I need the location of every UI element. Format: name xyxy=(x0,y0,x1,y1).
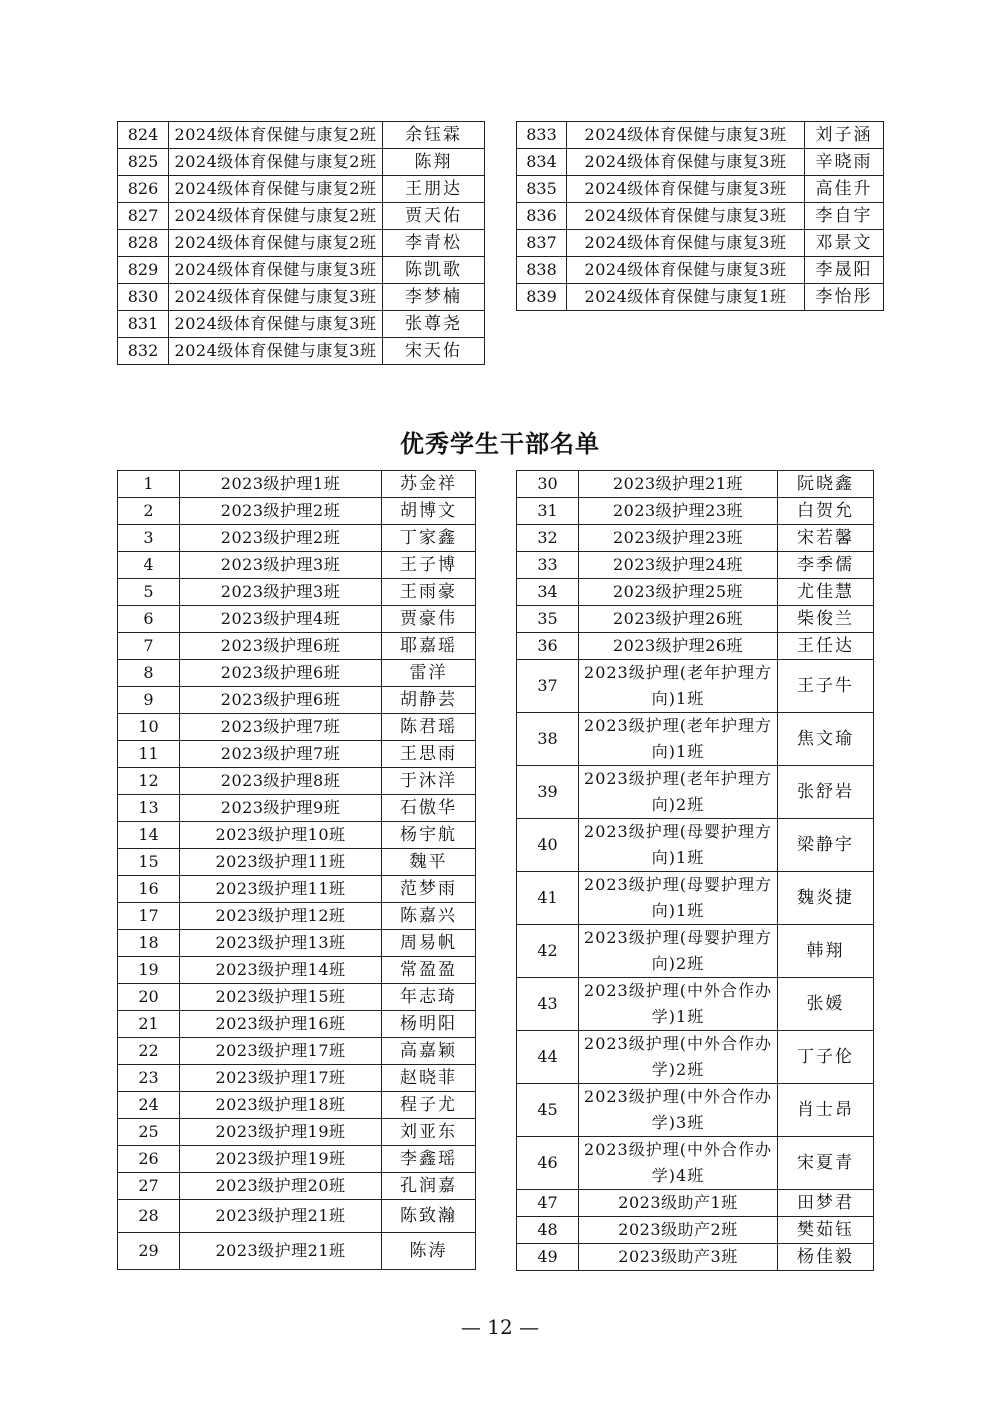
student-name-cell: 李青松 xyxy=(383,230,485,257)
table-row xyxy=(118,230,485,257)
table-row xyxy=(118,1146,476,1173)
cadre-list-right-body xyxy=(517,471,874,1271)
table-row xyxy=(118,176,485,203)
class-cell: 2023级助产3班 xyxy=(579,1244,778,1271)
row-number-cell: 23 xyxy=(118,1065,180,1092)
student-name-cell: 尤佳慧 xyxy=(778,579,874,606)
table-row xyxy=(118,311,485,338)
table-row xyxy=(517,122,884,149)
class-cell: 2023级护理15班 xyxy=(180,984,382,1011)
table-row xyxy=(118,1065,476,1092)
row-number-cell: 44 xyxy=(517,1031,579,1084)
row-number-cell: 827 xyxy=(118,203,169,230)
class-cell: 2023级护理21班 xyxy=(579,471,778,498)
class-cell: 2023级护理13班 xyxy=(180,930,382,957)
class-cell: 2023级护理26班 xyxy=(579,606,778,633)
table-row xyxy=(517,525,874,552)
table-row xyxy=(118,122,485,149)
student-name-cell: 年志琦 xyxy=(382,984,476,1011)
class-cell: 2024级体育保健与康复2班 xyxy=(169,149,383,176)
student-name-cell: 王朋达 xyxy=(383,176,485,203)
row-number-cell: 4 xyxy=(118,552,180,579)
table-row xyxy=(517,230,884,257)
row-number-cell: 824 xyxy=(118,122,169,149)
student-name-cell: 辛晓雨 xyxy=(805,149,884,176)
table-row xyxy=(118,930,476,957)
class-cell: 2023级护理(母婴护理方向)2班 xyxy=(579,925,778,978)
class-cell: 2023级护理9班 xyxy=(180,795,382,822)
class-cell: 2023级护理(中外合作办学)2班 xyxy=(579,1031,778,1084)
student-name-cell: 孔润嘉 xyxy=(382,1173,476,1200)
table-row xyxy=(517,1244,874,1271)
class-cell: 2023级护理7班 xyxy=(180,714,382,741)
student-name-cell: 张媛 xyxy=(778,978,874,1031)
table-row xyxy=(118,1173,476,1200)
table-row xyxy=(118,552,476,579)
student-name-cell: 刘亚东 xyxy=(382,1119,476,1146)
row-number-cell: 13 xyxy=(118,795,180,822)
student-name-cell: 高佳升 xyxy=(805,176,884,203)
row-number-cell: 21 xyxy=(118,1011,180,1038)
row-number-cell: 838 xyxy=(517,257,567,284)
student-name-cell: 张尊尧 xyxy=(383,311,485,338)
student-name-cell: 宋夏青 xyxy=(778,1137,874,1190)
row-number-cell: 24 xyxy=(118,1092,180,1119)
row-number-cell: 3 xyxy=(118,525,180,552)
row-number-cell: 835 xyxy=(517,176,567,203)
student-name-cell: 余钰霖 xyxy=(383,122,485,149)
student-name-cell: 王子博 xyxy=(382,552,476,579)
row-number-cell: 41 xyxy=(517,872,579,925)
class-cell: 2023级护理16班 xyxy=(180,1011,382,1038)
row-number-cell: 20 xyxy=(118,984,180,1011)
student-name-cell: 石傲华 xyxy=(382,795,476,822)
table-row xyxy=(118,203,485,230)
student-name-cell: 邓景文 xyxy=(805,230,884,257)
table-row xyxy=(517,257,884,284)
student-name-cell: 王雨豪 xyxy=(382,579,476,606)
student-name-cell: 柴俊兰 xyxy=(778,606,874,633)
class-cell: 2023级护理10班 xyxy=(180,822,382,849)
table-row xyxy=(517,176,884,203)
class-cell: 2023级护理25班 xyxy=(579,579,778,606)
row-number-cell: 18 xyxy=(118,930,180,957)
row-number-cell: 39 xyxy=(517,766,579,819)
student-name-cell: 丁家鑫 xyxy=(382,525,476,552)
row-number-cell: 37 xyxy=(517,660,579,713)
student-name-cell: 陈致瀚 xyxy=(382,1200,476,1233)
student-name-cell: 周易帆 xyxy=(382,930,476,957)
student-name-cell: 魏炎捷 xyxy=(778,872,874,925)
student-name-cell: 高嘉颖 xyxy=(382,1038,476,1065)
table-row xyxy=(118,957,476,984)
row-number-cell: 35 xyxy=(517,606,579,633)
row-number-cell: 837 xyxy=(517,230,567,257)
class-cell: 2024级体育保健与康复3班 xyxy=(567,257,805,284)
table-row xyxy=(517,203,884,230)
row-number-cell: 829 xyxy=(118,257,169,284)
top-right-table-body xyxy=(517,122,884,311)
class-cell: 2023级护理(母婴护理方向)1班 xyxy=(579,872,778,925)
table-row xyxy=(118,741,476,768)
class-cell: 2023级护理19班 xyxy=(180,1119,382,1146)
class-cell: 2024级体育保健与康复2班 xyxy=(169,122,383,149)
class-cell: 2023级护理(母婴护理方向)1班 xyxy=(579,819,778,872)
table-row xyxy=(517,1217,874,1244)
class-cell: 2024级体育保健与康复3班 xyxy=(567,149,805,176)
table-row xyxy=(118,579,476,606)
class-cell: 2023级护理6班 xyxy=(180,660,382,687)
row-number-cell: 17 xyxy=(118,903,180,930)
table-row xyxy=(517,606,874,633)
row-number-cell: 832 xyxy=(118,338,169,365)
class-cell: 2024级体育保健与康复3班 xyxy=(169,284,383,311)
table-row xyxy=(118,903,476,930)
class-cell: 2024级体育保健与康复2班 xyxy=(169,230,383,257)
row-number-cell: 5 xyxy=(118,579,180,606)
class-cell: 2023级护理(中外合作办学)1班 xyxy=(579,978,778,1031)
top-left-table-body xyxy=(118,122,485,365)
class-cell: 2023级护理(老年护理方向)2班 xyxy=(579,766,778,819)
row-number-cell: 49 xyxy=(517,1244,579,1271)
student-name-cell: 程子尤 xyxy=(382,1092,476,1119)
row-number-cell: 831 xyxy=(118,311,169,338)
table-row xyxy=(517,1137,874,1190)
class-cell: 2023级护理7班 xyxy=(180,741,382,768)
student-name-cell: 丁子伦 xyxy=(778,1031,874,1084)
class-cell: 2024级体育保健与康复3班 xyxy=(567,122,805,149)
table-row xyxy=(517,925,874,978)
table-row xyxy=(118,768,476,795)
class-cell: 2023级护理3班 xyxy=(180,579,382,606)
table-row xyxy=(517,633,874,660)
class-cell: 2023级护理6班 xyxy=(180,687,382,714)
table-row xyxy=(118,1011,476,1038)
table-row xyxy=(118,876,476,903)
top-left-table xyxy=(117,121,485,365)
table-row xyxy=(517,552,874,579)
table-row xyxy=(517,1190,874,1217)
student-name-cell: 李晟阳 xyxy=(805,257,884,284)
row-number-cell: 28 xyxy=(118,1200,180,1233)
row-number-cell: 36 xyxy=(517,633,579,660)
class-cell: 2024级体育保健与康复1班 xyxy=(567,284,805,311)
table-row xyxy=(517,872,874,925)
student-name-cell: 陈翔 xyxy=(383,149,485,176)
table-row xyxy=(118,660,476,687)
table-row xyxy=(517,978,874,1031)
table-row xyxy=(118,525,476,552)
cadre-list-right-table xyxy=(516,470,874,1271)
student-name-cell: 胡博文 xyxy=(382,498,476,525)
class-cell: 2023级护理17班 xyxy=(180,1038,382,1065)
table-row xyxy=(517,1084,874,1137)
row-number-cell: 38 xyxy=(517,713,579,766)
table-row xyxy=(118,606,476,633)
row-number-cell: 47 xyxy=(517,1190,579,1217)
student-name-cell: 田梦君 xyxy=(778,1190,874,1217)
table-row xyxy=(118,795,476,822)
table-row xyxy=(118,633,476,660)
student-name-cell: 白贺允 xyxy=(778,498,874,525)
class-cell: 2023级护理8班 xyxy=(180,768,382,795)
row-number-cell: 6 xyxy=(118,606,180,633)
class-cell: 2023级助产2班 xyxy=(579,1217,778,1244)
cadre-list-left-table xyxy=(117,470,476,1270)
row-number-cell: 828 xyxy=(118,230,169,257)
row-number-cell: 14 xyxy=(118,822,180,849)
student-name-cell: 李自宇 xyxy=(805,203,884,230)
table-row xyxy=(118,1038,476,1065)
class-cell: 2023级护理18班 xyxy=(180,1092,382,1119)
table-row xyxy=(517,149,884,176)
student-name-cell: 贾天佑 xyxy=(383,203,485,230)
row-number-cell: 48 xyxy=(517,1217,579,1244)
row-number-cell: 32 xyxy=(517,525,579,552)
class-cell: 2023级护理24班 xyxy=(579,552,778,579)
row-number-cell: 46 xyxy=(517,1137,579,1190)
row-number-cell: 825 xyxy=(118,149,169,176)
row-number-cell: 833 xyxy=(517,122,567,149)
row-number-cell: 30 xyxy=(517,471,579,498)
student-name-cell: 韩翔 xyxy=(778,925,874,978)
student-name-cell: 胡静芸 xyxy=(382,687,476,714)
student-name-cell: 陈涛 xyxy=(382,1233,476,1270)
class-cell: 2023级护理4班 xyxy=(180,606,382,633)
row-number-cell: 15 xyxy=(118,849,180,876)
class-cell: 2023级护理21班 xyxy=(180,1233,382,1270)
class-cell: 2023级护理20班 xyxy=(180,1173,382,1200)
row-number-cell: 1 xyxy=(118,471,180,498)
class-cell: 2023级护理(中外合作办学)3班 xyxy=(579,1084,778,1137)
class-cell: 2023级助产1班 xyxy=(579,1190,778,1217)
row-number-cell: 40 xyxy=(517,819,579,872)
table-row xyxy=(118,149,485,176)
student-name-cell: 李鑫瑶 xyxy=(382,1146,476,1173)
row-number-cell: 2 xyxy=(118,498,180,525)
cadre-list-left-body xyxy=(118,471,476,1270)
table-row xyxy=(517,498,874,525)
student-name-cell: 王任达 xyxy=(778,633,874,660)
class-cell: 2024级体育保健与康复3班 xyxy=(567,230,805,257)
row-number-cell: 33 xyxy=(517,552,579,579)
student-name-cell: 梁静宇 xyxy=(778,819,874,872)
student-name-cell: 宋天佑 xyxy=(383,338,485,365)
table-row xyxy=(118,1092,476,1119)
top-right-table xyxy=(516,121,884,311)
row-number-cell: 834 xyxy=(517,149,567,176)
class-cell: 2024级体育保健与康复3班 xyxy=(567,203,805,230)
student-name-cell: 李季儒 xyxy=(778,552,874,579)
class-cell: 2023级护理2班 xyxy=(180,525,382,552)
row-number-cell: 19 xyxy=(118,957,180,984)
student-name-cell: 王子牛 xyxy=(778,660,874,713)
row-number-cell: 10 xyxy=(118,714,180,741)
class-cell: 2024级体育保健与康复3班 xyxy=(169,338,383,365)
student-name-cell: 宋若馨 xyxy=(778,525,874,552)
class-cell: 2024级体育保健与康复3班 xyxy=(169,257,383,284)
table-row xyxy=(118,1233,476,1270)
row-number-cell: 27 xyxy=(118,1173,180,1200)
class-cell: 2023级护理2班 xyxy=(180,498,382,525)
class-cell: 2023级护理21班 xyxy=(180,1200,382,1233)
table-row xyxy=(517,1031,874,1084)
table-row xyxy=(118,984,476,1011)
table-row xyxy=(517,660,874,713)
row-number-cell: 29 xyxy=(118,1233,180,1270)
table-row xyxy=(118,714,476,741)
row-number-cell: 31 xyxy=(517,498,579,525)
table-row xyxy=(118,498,476,525)
row-number-cell: 43 xyxy=(517,978,579,1031)
student-name-cell: 于沐洋 xyxy=(382,768,476,795)
class-cell: 2023级护理11班 xyxy=(180,876,382,903)
student-name-cell: 范梦雨 xyxy=(382,876,476,903)
page-number: — 12 — xyxy=(460,1315,540,1339)
row-number-cell: 826 xyxy=(118,176,169,203)
table-row xyxy=(118,471,476,498)
student-name-cell: 魏平 xyxy=(382,849,476,876)
row-number-cell: 9 xyxy=(118,687,180,714)
student-name-cell: 杨宇航 xyxy=(382,822,476,849)
row-number-cell: 22 xyxy=(118,1038,180,1065)
row-number-cell: 8 xyxy=(118,660,180,687)
table-row xyxy=(118,338,485,365)
student-name-cell: 张舒岩 xyxy=(778,766,874,819)
class-cell: 2023级护理(中外合作办学)4班 xyxy=(579,1137,778,1190)
student-name-cell: 陈凯歌 xyxy=(383,257,485,284)
table-row xyxy=(118,1119,476,1146)
student-name-cell: 陈嘉兴 xyxy=(382,903,476,930)
class-cell: 2023级护理(老年护理方向)1班 xyxy=(579,660,778,713)
student-name-cell: 陈君瑶 xyxy=(382,714,476,741)
table-row xyxy=(118,849,476,876)
class-cell: 2023级护理26班 xyxy=(579,633,778,660)
student-name-cell: 刘子涵 xyxy=(805,122,884,149)
table-row xyxy=(118,687,476,714)
table-row xyxy=(118,257,485,284)
table-row xyxy=(517,471,874,498)
class-cell: 2023级护理3班 xyxy=(180,552,382,579)
section-title: 优秀学生干部名单 xyxy=(400,430,600,458)
table-row xyxy=(517,713,874,766)
student-name-cell: 焦文瑜 xyxy=(778,713,874,766)
student-name-cell: 苏金祥 xyxy=(382,471,476,498)
class-cell: 2023级护理17班 xyxy=(180,1065,382,1092)
student-name-cell: 阮晓鑫 xyxy=(778,471,874,498)
class-cell: 2023级护理23班 xyxy=(579,498,778,525)
table-row xyxy=(118,284,485,311)
row-number-cell: 12 xyxy=(118,768,180,795)
student-name-cell: 杨明阳 xyxy=(382,1011,476,1038)
student-name-cell: 常盈盈 xyxy=(382,957,476,984)
class-cell: 2023级护理14班 xyxy=(180,957,382,984)
student-name-cell: 耶嘉瑶 xyxy=(382,633,476,660)
row-number-cell: 26 xyxy=(118,1146,180,1173)
class-cell: 2023级护理12班 xyxy=(180,903,382,930)
student-name-cell: 李怡彤 xyxy=(805,284,884,311)
table-row xyxy=(118,822,476,849)
class-cell: 2023级护理11班 xyxy=(180,849,382,876)
row-number-cell: 16 xyxy=(118,876,180,903)
row-number-cell: 830 xyxy=(118,284,169,311)
table-row xyxy=(517,284,884,311)
table-row xyxy=(517,766,874,819)
student-name-cell: 雷洋 xyxy=(382,660,476,687)
row-number-cell: 25 xyxy=(118,1119,180,1146)
table-row xyxy=(118,1200,476,1233)
class-cell: 2023级护理19班 xyxy=(180,1146,382,1173)
student-name-cell: 贾豪伟 xyxy=(382,606,476,633)
class-cell: 2023级护理(老年护理方向)1班 xyxy=(579,713,778,766)
student-name-cell: 王思雨 xyxy=(382,741,476,768)
student-name-cell: 赵晓菲 xyxy=(382,1065,476,1092)
class-cell: 2024级体育保健与康复3班 xyxy=(567,176,805,203)
row-number-cell: 839 xyxy=(517,284,567,311)
row-number-cell: 11 xyxy=(118,741,180,768)
class-cell: 2024级体育保健与康复3班 xyxy=(169,311,383,338)
table-row xyxy=(517,579,874,606)
row-number-cell: 34 xyxy=(517,579,579,606)
row-number-cell: 42 xyxy=(517,925,579,978)
class-cell: 2023级护理1班 xyxy=(180,471,382,498)
row-number-cell: 7 xyxy=(118,633,180,660)
class-cell: 2024级体育保健与康复2班 xyxy=(169,203,383,230)
class-cell: 2023级护理6班 xyxy=(180,633,382,660)
table-row xyxy=(517,819,874,872)
student-name-cell: 肖士昂 xyxy=(778,1084,874,1137)
student-name-cell: 樊茹钰 xyxy=(778,1217,874,1244)
row-number-cell: 836 xyxy=(517,203,567,230)
class-cell: 2023级护理23班 xyxy=(579,525,778,552)
student-name-cell: 杨佳毅 xyxy=(778,1244,874,1271)
student-name-cell: 李梦楠 xyxy=(383,284,485,311)
class-cell: 2024级体育保健与康复2班 xyxy=(169,176,383,203)
row-number-cell: 45 xyxy=(517,1084,579,1137)
